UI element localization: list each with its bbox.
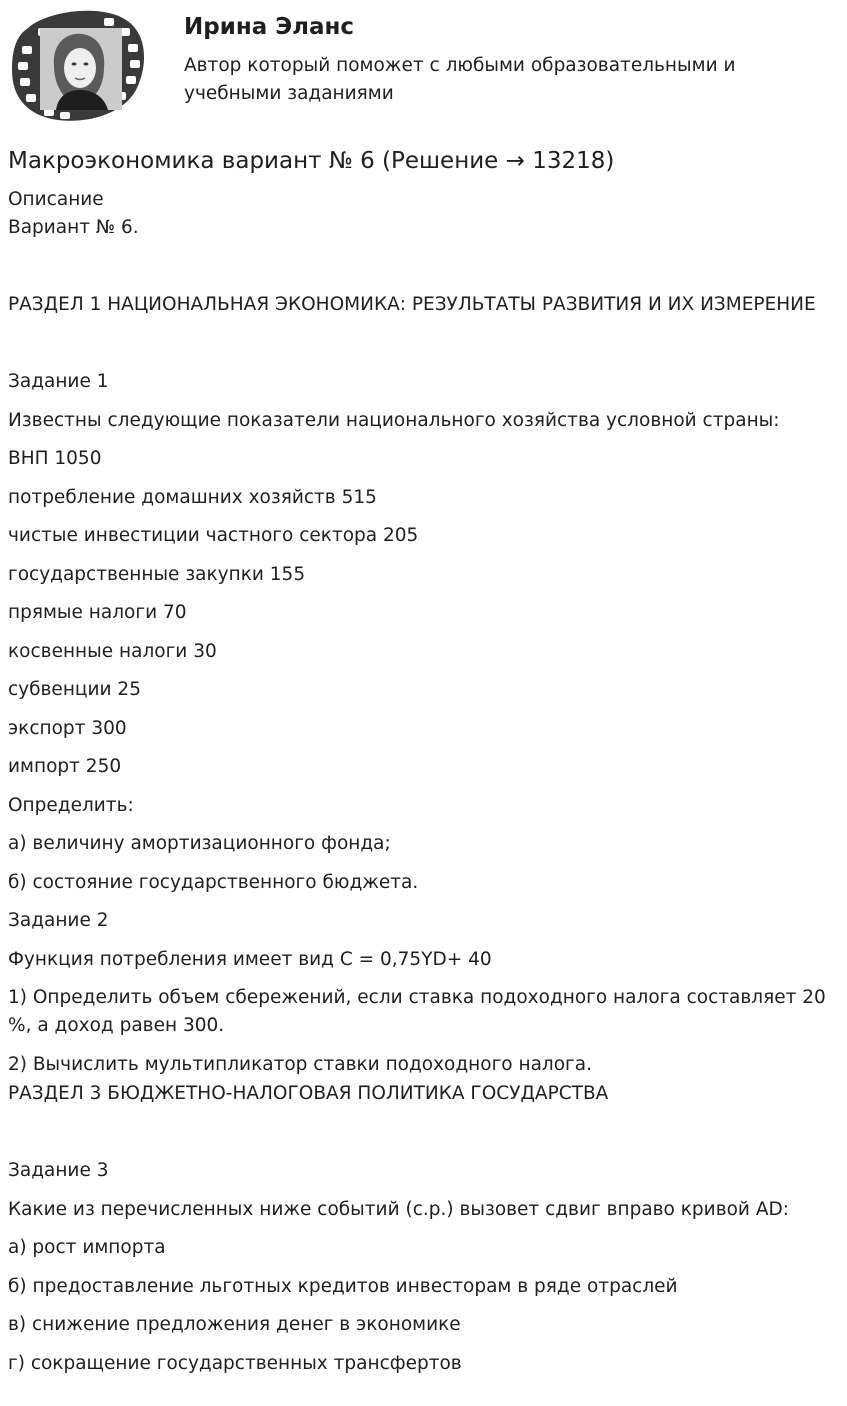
indicator-item: субвенции 25 [8, 679, 141, 700]
task-1-title: Задание 1 [8, 371, 109, 392]
task-1-question: б) состояние государственного бюджета. [8, 871, 419, 893]
section-1-heading: РАЗДЕЛ 1 НАЦИОНАЛЬНАЯ ЭКОНОМИКА: РЕЗУЛЬТАТЫ РАЗВИТИЯ И ИХ ИЗМЕРЕНИЕ [8, 294, 816, 315]
section-3-heading: РАЗДЕЛ 3 БЮДЖЕТНО-НАЛОГОВАЯ ПОЛИТИКА ГОСУДАРСТВА [8, 1083, 609, 1104]
description-label: Описание [8, 189, 104, 210]
page-title: Макроэкономика вариант № 6 (Решение → 13218) [8, 148, 615, 174]
indicator-item: экспорт 300 [8, 717, 127, 739]
task-3-option: г) сокращение государственных трансфертов [8, 1352, 462, 1374]
task-1-determine: Определить: [8, 794, 134, 816]
author-avatar [8, 6, 150, 126]
task-3-option: а) рост импорта [8, 1237, 166, 1258]
variant-label: Вариант № 6. [8, 217, 139, 238]
indicator-item: чистые инвестиции частного сектора 205 [8, 525, 419, 546]
task-3-question: Какие из перечисленных ниже событий (с.р.) вызовет сдвиг вправо кривой AD: [8, 1198, 789, 1220]
task-2-function: Функция потребления имеет вид C = 0,75YD+ 40 [8, 948, 492, 970]
indicator-item: потребление домашних хозяйств 515 [8, 486, 377, 508]
indicator-item: импорт 250 [8, 756, 122, 777]
indicator-item: государственные закупки 155 [8, 563, 306, 585]
film-frame-portrait-icon [8, 6, 150, 126]
task-1-intro: Известны следующие показатели национального хозяйства условной страны: [8, 409, 780, 431]
task-2-question-1: 1) Определить объем сбережений, если ставка подоходного налога составляет 20 %, а доход равен 300. [8, 987, 826, 1036]
author-header [8, 6, 838, 126]
task-3-option: б) предоставление льготных кредитов инвесторам в ряде отраслей [8, 1275, 678, 1297]
task-1-question: а) величину амортизационного фонда; [8, 833, 391, 854]
task-3-option: в) снижение предложения денег в экономике [8, 1314, 461, 1335]
task-3-title: Задание 3 [8, 1160, 109, 1181]
indicator-item: косвенные налоги 30 [8, 640, 217, 662]
task-2-title: Задание 2 [8, 910, 109, 931]
indicator-item: прямые налоги 70 [8, 602, 187, 623]
author-name[interactable]: Ирина Эланс [184, 14, 355, 40]
document-body [8, 186, 840, 1388]
indicator-item: ВНП 1050 [8, 448, 102, 469]
task-2-question-2: 2) Вычислить мультипликатор ставки подоходного налога. [8, 1053, 592, 1075]
author-description: Автор который поможет с любыми образовательными и учебными заданиями [184, 55, 736, 104]
